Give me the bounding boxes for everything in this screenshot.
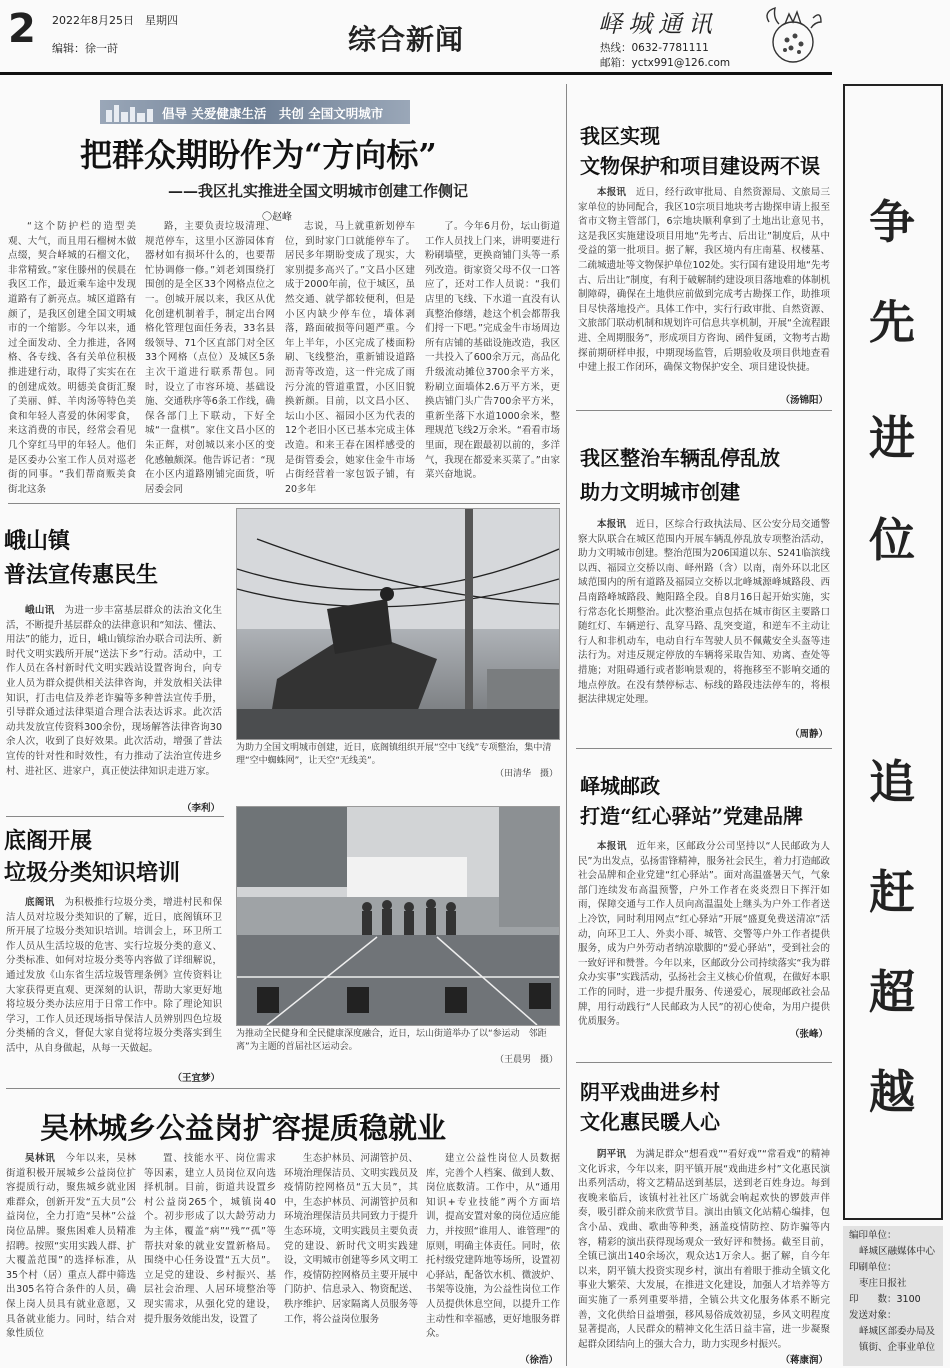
article-title: 阴平戏曲进乡村: [580, 1080, 720, 1104]
colophon-line: 峄城区融媒体中心: [859, 1246, 936, 1257]
lead-article-column-1: “这个防护栏的造型美观、大气，而且用石榴树木做点缀，契合峄城的石榴文化，非常精致。”家住滕州的侯晨在我区工作，最近乘车途中发现道路有了新亮点。城区道路有颜了，是我区创建全国文明城市的一个缩影。今年以来，通过全面发动、全力推进，各网格、各专线、各有关单位积极推进建行动，取得了实实在在的创建成效。明德美食街汇聚了美丽、鲜、羊肉汤等特色美食和年轻人喜爱的休闲零食，来这消费的市民，经常会看见几个穿红马甲的年轻人。他们是区委办公室工作人员对巡老街的同事。“我们帮商贩美食街北这条: [8, 221, 136, 495]
lead-article-column-3: 志说，马上就重新划停车位，到时家门口就能停车了。居民多年期盼变成了现实，大家别提多高兴了。”文昌小区建成于2000年前，位于城区，虽然交通、就学都较便利，但是小区内缺少停车位，墙体剥落，路面破损等问题严重。今年上半年，小区完成了楼面粉刷、飞线整治，重新铺设道路沥青等改造，这一件完成了雨污分流的管道重置，小区旧貌换新颜。目前，以文昌小区、坛山小区、福园小区为代表的12个老旧小区已基本完成主体改造。和来王春在困样感受的是街管委会，她家住金牛市场占街经营着一家包饭子铺，有20多年: [285, 221, 415, 495]
photo-credit: （田清华 摄）: [494, 769, 558, 779]
article-title: 文化惠民暖人心: [580, 1110, 720, 1134]
colophon-line: 编印单位：: [849, 1230, 897, 1241]
lead-article-title: 把群众期盼作为“方向标”: [80, 136, 437, 174]
column-divider: [566, 84, 567, 1366]
article-title: 垃圾分类知识培训: [4, 860, 181, 886]
hotline: 热线：0632-7781111: [600, 42, 709, 54]
article-title: 文物保护和项目建设两不误: [580, 154, 820, 178]
article-title: 底阁开展: [4, 828, 93, 854]
section-title: 综合新闻: [348, 23, 465, 56]
slogan-char: 赶: [869, 865, 915, 919]
article-title: 峄城邮政: [580, 774, 660, 798]
article-credit: （王宜梦）: [172, 1073, 220, 1084]
utility-pole-scene-icon: [237, 509, 559, 739]
photo-credit: （王晨男 摄）: [494, 1055, 558, 1065]
slogan-box: [843, 84, 943, 1220]
article-title: 我区实现: [580, 124, 660, 148]
city-skyline-icon: [104, 102, 158, 122]
article-body: 本报讯 近日，区综合行政执法局、区公安分局交通警察大队联合在城区范围内开展车辆乱停乱放专项整治活动，助力文明城市创建。整治范围为206国道以东、S241临滨线以西、福园立交桥以南、峄州路（含）以南，南外环以北区域范围内的所有道路及福园立交桥以北峰城源峰城路段、西昌南路峰城路段、鲍阳路全段。自8月16日起开始实施，实行常态化长期整治。此次整治重点包括在城市街区主要路口随红灯、车辆逆行、乱穿马路、乱突变道，和逆车不主动让行人和非机动车，电动自行车驾驶人员不佩戴安全头盔等违法行为。对违反规定停放的车辆将采取告知、劝离、查处等措施；对阻碍通行或者影响景观的，将拖移至不影响交通的地点停放。在没有禁停标志、标线的路段违法停车的，将根据法律规定处理。: [578, 519, 830, 706]
editor-credit: 编辑：徐一莳: [52, 42, 118, 55]
lead-article-author: 〇赵峰: [262, 212, 292, 223]
colophon-line: 枣庄日报社: [859, 1278, 907, 1289]
issue-date: 2022年8月25日 星期四: [52, 14, 178, 27]
article-body: 阴平讯 为满足群众“想看戏”“看好戏”“常看戏”的精神文化诉求，今年以来，阴平镇开展“戏曲进乡村”文化惠民演出系列活动，将文艺精品送到基层，送到老百姓身边。每到夜晚来临后，该镇村社社区广场就会响起欢快的锣鼓声伴奏，吸引群众前来欣赏节目。演出由镇文化站精心编排，包含小品、戏曲、歌曲等种类，涵盖疫情防控、防诈骗等内容，精彩的演出获得现场观众一致好评和赞扬。截至目前，全镇已演出140余场次，观众达1万余人。据了解，自今年以来，阴平镇大投资实现乡村，演出有着眼于推动全镇文化事业大繁荣、大发展，在推进文化建设，加强人才培养等方面实施了一系列重要举措，全镇公共文化服务体系不断完善，文化供给日益增强，移风易俗成效初显，乡风文明程度显著提高，人民群众的精神文化生活日益丰富，进一步凝聚起群众团结向上的强大合力，助力实现乡村振兴。: [578, 1149, 830, 1350]
article-credit: （李利）: [181, 803, 220, 814]
article-title: 普法宣传惠民生: [4, 562, 159, 588]
community-games-scene-icon: [237, 807, 559, 1025]
article-credit: （周静）: [789, 729, 828, 740]
colophon-line: 印刷单位：: [849, 1262, 897, 1273]
theme-banner: [100, 100, 410, 124]
slogan-char: 先: [869, 295, 915, 349]
article-title: 峨山镇: [4, 528, 71, 554]
header-rule: [0, 72, 832, 75]
colophon-line: 发送对象：: [849, 1310, 897, 1321]
divider: [8, 503, 560, 504]
slogan-char: 超: [869, 965, 915, 1019]
divider: [576, 1062, 832, 1063]
bottom-article-title: 吴林城乡公益岗扩容提质稳就业: [40, 1111, 447, 1145]
lead-article-column-4: 了。今年6月份，坛山街道工作人员找上门来，讲明要进行粉刷墙壁，更换商铺门头等一系列改造。街家资父母不仅一口答应了，还对工作人员说：“我们店里的飞线、下水道一直没有认真整治修缮，趁这个机会都帮我们捋一下吧。”完成金牛市场周边所有店铺的基础设施改造，我区一共投入了600余万元，高品化升级流动摊位3700余平方米，粉刷立面墙体2.6万平方米，更换店铺门头广告700余平方米，重新坐落下水道1000余米，整理规范飞线2万余米。“看看市场里面，现在跟最初以前的，多洋气，我现在都爱来买菜了。”由家菜兴奋地说。: [425, 221, 560, 481]
divider: [576, 410, 832, 411]
article-body: 本报讯 近年来，区邮政分公司坚持以“人民邮政为人民”为出发点，弘扬雷锋精神，服务社会民生，着力打造邮政社会品牌和企业党建“红心驿站”。面对高温盛暑天气，气象部门连续发布高温预警，户外工作者在炎炎烈日下挥汗如雨，保障交通与工作人员向高温温处上继头为户外工作者送上冷饮，同时利用网点“红心驿站”开展“盛夏免费送清凉”活动，向环卫工人、外卖小哥、城管、交警等户外工作者提供服务，成为户外劳动者纳凉歇脚的“爱心驿站”，受到社会的一致好评和赞誉。今年以来，区邮政分公司持续落实“我为群众办实事”实践活动，弘扬社会主义核心价值观，在做好本职工作的同时，进一步提升服务、传递爱心，展现邮政社会品牌，用行动践行“人民邮政为人民”的初心使命，为用户提供优质服务。: [578, 841, 830, 1028]
divider: [6, 816, 224, 817]
bottom-article-column-4: 建立公益性岗位人员数据库，完善个人档案、做到人数、岗位底数清。工作中，从“通用知识+专业技能”两个方面培训，提高安置对象的岗位适应能力，并按照“谁用人、谁管理”的原则，明确主体责任。同时，依托村级党建阵地等场所，设置初心驿站，配备饮水机、微波炉、书架等设施，为公益性岗位工作人员提供休息空间，以提升工作主动性和幸福感，更好地服务群众。: [426, 1153, 560, 1340]
article-body: 峨山讯 为进一步丰富基层群众的法治文化生活，不断提升基层群众的法律意识和“知法、懂法、用法”的能力，近日，峨山镇综治办联合司法所、新时代文明实践所开展“送法下乡”行动。活动中，工作人员在各村新时代文明实践站设置咨询台，向专业人员为群众提供相关法律咨询，并发放相关法律知识，打击电信及养老诈骗等多种普法宣传手册，引导群众通过法律渠道合理合法表达诉求。此次活动共发放宣传资料300余份，现场解答法律咨询30余人次，收到了良好效果。此次活动，增强了普法宣传的针对性和时效性，有力推动了法治宣传进乡村、进社区、进家户，真正使法律知识走进万家。: [6, 605, 222, 777]
page-header: [0, 0, 832, 72]
colophon: [843, 1226, 943, 1366]
article-credit: （蒋康润）: [780, 1355, 828, 1366]
page-number: 2: [8, 6, 36, 52]
photo-cable-cleanup: [236, 508, 560, 740]
bottom-article-column-3: 生态护林员、河湖管护员、环境治理保洁员、文明实践员及疫情防控网格员“五大员”，其中，生态护林员、河湖管护员和环境治理保洁员共同致力于提升生态环境，文明实践员主要负责党的建设、新时代文明实践建设，文明城市创建等乡风文明工作，疫情防控网格员主要开展中门防护、信息录入、物资配送、秩序维护、居家隔离人员服务等工作，将公益岗位服务: [284, 1153, 418, 1325]
article-credit: （汤锦阳）: [780, 395, 828, 406]
bottom-article-column-1: 吴林讯 今年以来，吴林街道积极开展城乡公益岗位扩容提质行动，聚焦城乡就业困难群众，创新开发“五大员”公益岗位，全力打造“吴林”公益岗位品牌。聚焦困难人员精准招聘。按照“实用实践人群、扩大覆盖范围”的选择标准，从35个村（居）重点人群中筛选出305名符合条件的人员，确保上岗人员具有就业意愿，又具备就业能力。同时，结合对象性质位: [6, 1153, 136, 1340]
colophon-line: 镇街、企事业单位: [859, 1342, 936, 1353]
article-title: 我区整治车辆乱停乱放: [580, 446, 780, 470]
slogan-char: 争: [869, 195, 915, 249]
article-credit: （张峰）: [789, 1029, 828, 1040]
slogan-char: 追: [869, 755, 915, 809]
lead-article-column-2: 路，主要负责垃圾清理、规范停车，这里小区游园体育器材如有损坏什么的，也要帮忙协调修一修。”刘老刘围绕打围创的是全区33个网格点位之一。创城开展以来，我区从优化创建机制着手，制定出台网格化管理包面任务表，33名县级领导、71个区直部门对全区33个网格（点位）及城区5条主次干道进行联系帮包。同时，设立了市容环境、基础设施、交通秩序等6条工作线，确保各部门上下联动，下好全城“一盘棋”。家住文昌小区的朱正辉，对创城以来小区的变化感触颇深。他告诉记者：“现在小区内道路刚铺完面货，听居委会同: [145, 221, 275, 495]
article-body: 本报讯 近日，经行政审批局、自然资源局、文旅局三家单位的协同配合，我区10宗项目地块考古勘探申请上报至省市文物主管部门，6宗地块顺利拿到了土地出让意见书，这是我区实施建设项目用地“先考古、后出让”制度后，从中受益的第一批项目。据了解，我区境内有庄南墓、权楼墓、二疏城遗址等文物保护单位102处。实行国有建设用地“先考古、后出让”制度，有利于破解制约建设项目落地难的体制机制障碍，确保在土地供应前做到完成考古勘探工作，助推项目尽快落地投产。具体工作中，实行行政审批、自然资源、文旅部门联动机制和规划许可信息共享机制，开展“全流程跟进、全周期服务”，形成项目方咨询、函件复函，文物考古勘探前期研样申报，中期现场监管，后期验收及项目供地查看中建上报工作闭环，确保文物保护安全、项目建设快捷。: [578, 187, 830, 374]
colophon-line: 印 数：3100: [849, 1294, 921, 1305]
email: 邮箱：yctx991@126.com: [600, 57, 731, 69]
bottom-article-column-2: 置、技能水平、岗位需求等因素，建立人员岗位双向选择机制。目前，街道共设置乡村公益岗265个，城镇岗40个。初步形成了以大龄劳动力为主体，覆盖“病”“残”“孤”等帮扶对象的就业安置新格局。围绕中心任务设置“五大员”。立足党的建设、乡村振兴、基层社会治理、人居环境整治等现实需求，从强化党的建设，提升服务效能出发，设置了: [144, 1153, 276, 1325]
divider: [6, 1088, 560, 1089]
masthead-title: 峄城通讯: [598, 10, 718, 38]
article-credit: （徐浩）: [519, 1355, 558, 1366]
lead-article-subtitle: ——我区扎实推进全国文明城市创建工作侧记: [168, 182, 469, 200]
photo-caption: 为助力全国文明城市创建，近日，底阁镇组织开展“空中飞线”专项整治，集中清理“空中蜘蛛网”，让天空“无线美”。 （田清华 摄）: [236, 743, 558, 779]
divider: [576, 748, 832, 749]
slogan-char: 进: [869, 411, 915, 465]
pomegranate-logo-icon: [755, 2, 825, 70]
photo-sports-meeting: [236, 806, 560, 1026]
article-title: 打造“红心驿站”党建品牌: [580, 804, 804, 828]
article-title: 助力文明城市创建: [580, 480, 740, 504]
banner-text: 倡导 关爱健康生活 共创 全国文明城市: [162, 106, 384, 121]
slogan-char: 位: [869, 513, 915, 567]
slogan-char: 越: [869, 1065, 915, 1119]
photo-caption: 为推动全民健身和全民健康深度融合，近日，坛山街道举办了以“参运动 邻距离”为主题的首届社区运动会。 （王晨男 摄）: [236, 1029, 558, 1065]
colophon-line: 峄城区部委办局及: [859, 1326, 936, 1337]
article-body: 底阁讯 为积极推行垃圾分类，增进村民和保洁人员对垃圾分类知识的了解，近日，底阁镇环卫所开展了垃圾分类知识培训。培训会上，环卫所工作人员从生活垃圾的危害、实行垃圾分类的意义、分类标准、如何对垃圾分类等内容做了详细解说，通过发放《山东省生活垃圾管理条例》宣传资料让大家获得更直观、更深刻的认识，帮助大家更好地将垃圾分类办法应用于日常工作中。除了理论知识学习，工作人员还现场指导保洁人员辨别四色垃圾分类桶的含义，督促大家自觉将垃圾分类落实到生活中，从自身做起，从每一天做起。: [6, 897, 222, 1054]
